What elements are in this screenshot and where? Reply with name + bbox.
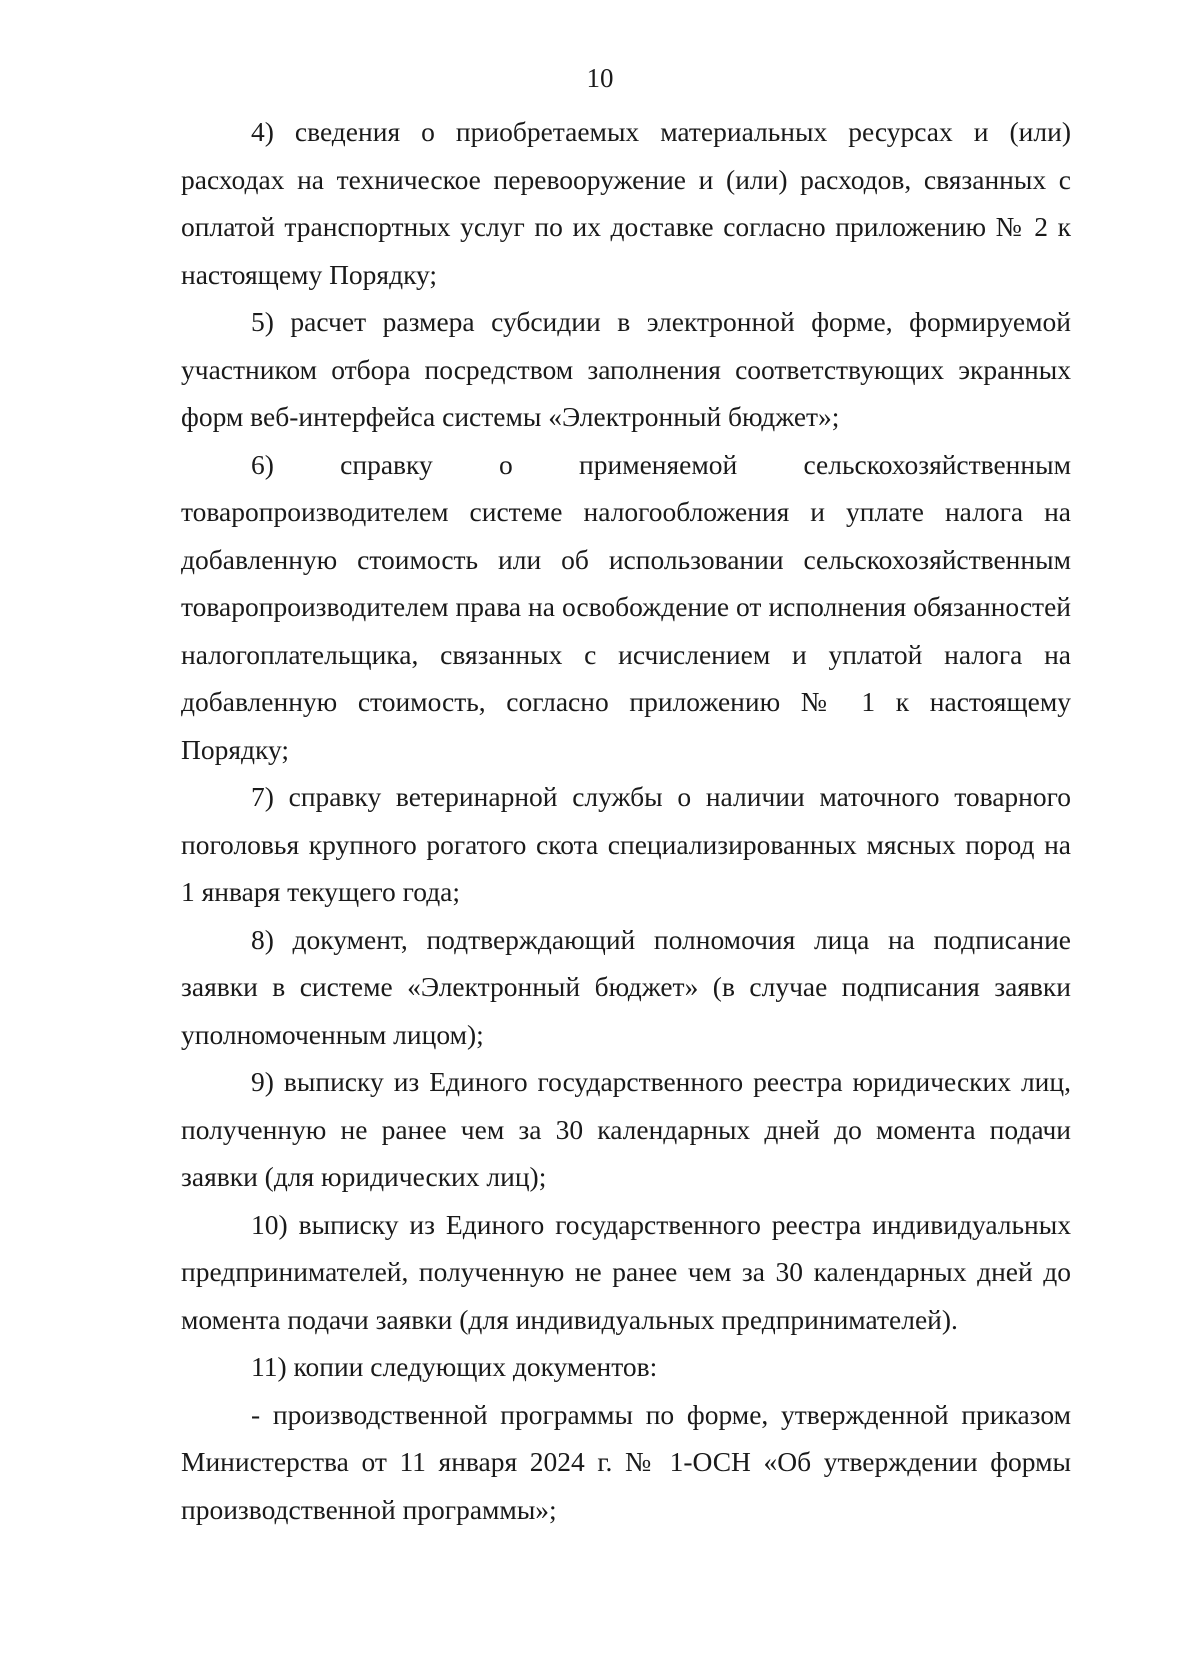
list-item-6-tax-certificate: 6) справку о применяемой сельскохозяйственным товаропроизводителем системе налогообложения и уплате налога на добавленную стоимость или об использовании сельскохозяйственным товаропроизводителем права на освобождение от исполнения обязанностей налогоплательщика, связанных с исчислением и уплатой налога на добавленную стоимость, согласно приложению № 1 к настоящему Порядку; <box>181 448 1071 765</box>
list-item-5-subsidy-calculation: 5) расчет размера субсидии в электронной форме, формируемой участником отбора посредством заполнения соответствующих экранных форм веб-интерфейса системы «Электронный бюджет»; <box>181 306 1071 432</box>
list-item-4-material-resources: 4) сведения о приобретаемых материальных ресурсах и (или) расходах на техническое перевооружение и (или) расходов, связанных с оплатой транспортных услуг по их доставке согласно приложению № 2 к настоящему Порядку; <box>181 116 1071 290</box>
document-body <box>181 108 1071 1533</box>
list-item-11-document-copies: 11) копии следующих документов: <box>251 1351 658 1382</box>
list-item-8-authority-document: 8) документ, подтверждающий полномочия лица на подписание заявки в системе «Электронный бюджет» (в случае подписания заявки уполномоченным лицом); <box>181 923 1071 1050</box>
list-item-9-legal-entities-extract: 9) выписку из Единого государственного реестра юридических лиц, полученную не ранее чем за 30 календарных дней до момента подачи заявки (для юридических лиц); <box>181 1066 1071 1192</box>
list-item-10-entrepreneurs-extract: 10) выписку из Единого государственного реестра индивидуальных предпринимателей, полученную не ранее чем за 30 календарных дней до момента подачи заявки (для индивидуальных предпринимателей). <box>181 1208 1071 1335</box>
sub-item-production-program: - производственной программы по форме, утвержденной приказом Министерства от 11 января 2024 г. № 1-ОСН «Об утверждении формы производственной программы»; <box>181 1398 1071 1525</box>
list-item-7-veterinary-certificate: 7) справку ветеринарной службы о наличии маточного товарного поголовья крупного рогатого скота специализированных мясных пород на 1 января текущего года; <box>181 781 1071 907</box>
page-number: 10 <box>586 63 614 93</box>
